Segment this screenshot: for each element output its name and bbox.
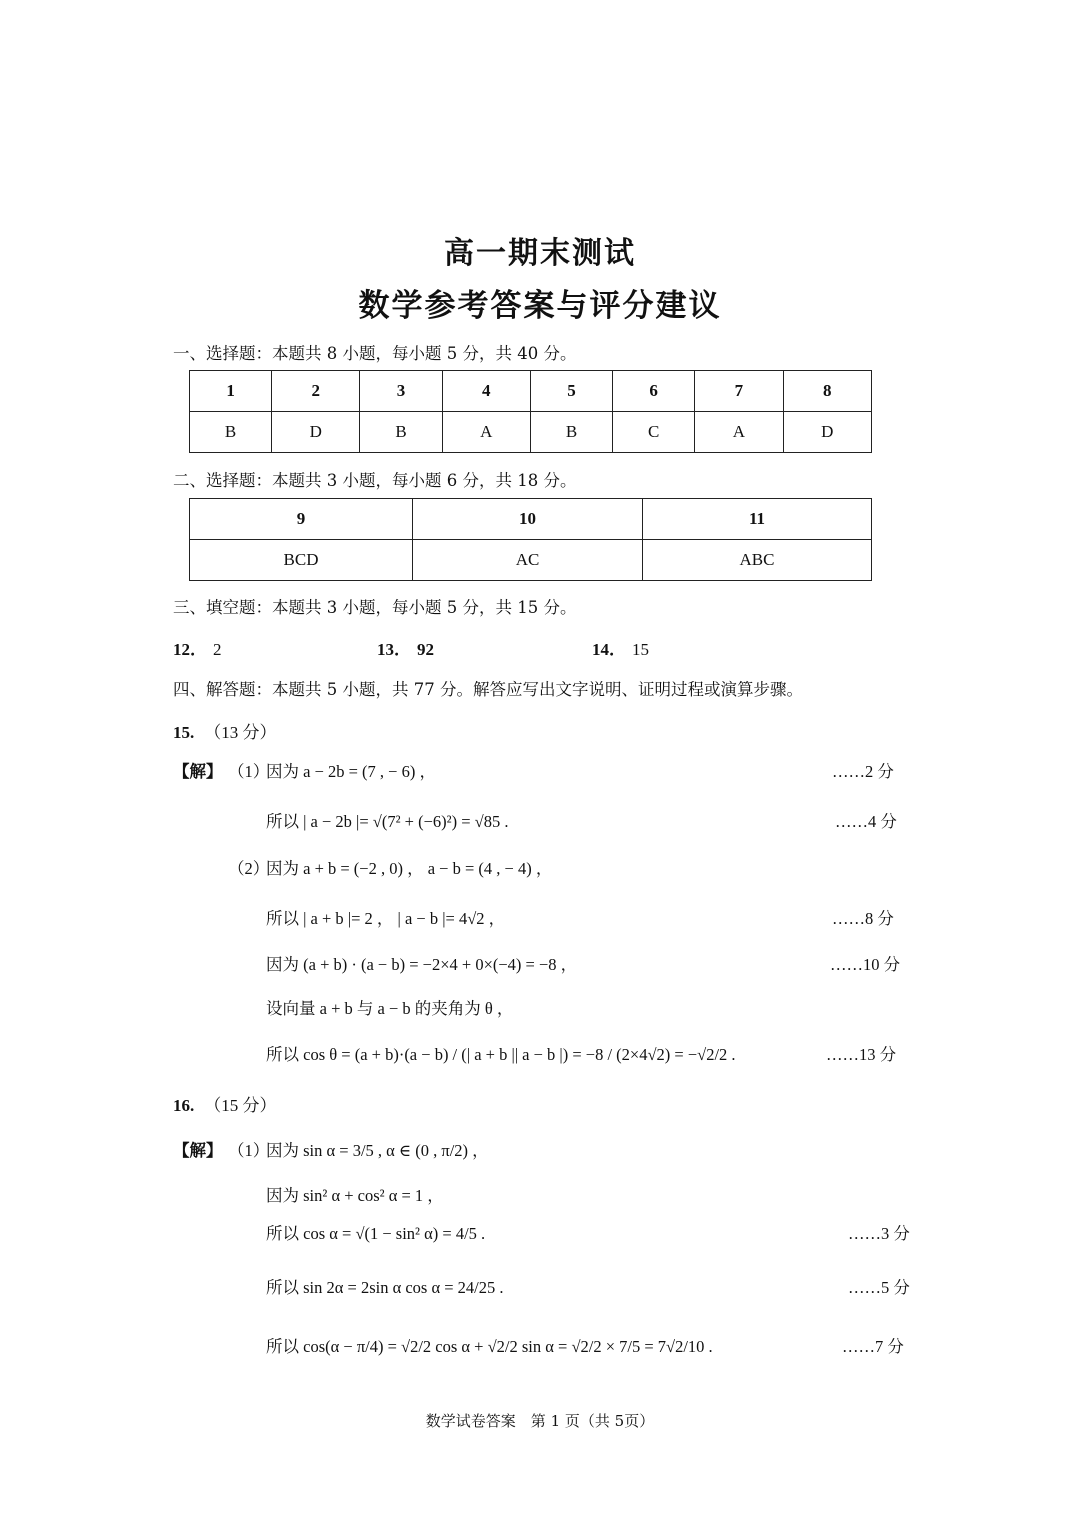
fill-value: 92	[417, 640, 434, 659]
table-cell: B	[360, 412, 442, 453]
solution-line: 所以 cos α = √(1 − sin² α) = 4/5 .	[266, 1224, 486, 1243]
question-15-heading	[173, 718, 277, 743]
solution-line: 因为 sin² α + cos² α = 1 ，	[266, 1186, 444, 1205]
score-note: ……13 分	[826, 1045, 897, 1064]
fill-answer-13	[377, 635, 440, 660]
solution-tag: 【解】	[173, 762, 223, 781]
question-points: （13 分）	[204, 723, 277, 742]
page-footer: 数学试卷答案 第 1 页（共 5页）	[425, 1412, 655, 1430]
answer-table-2	[189, 498, 872, 581]
question-number: 15.	[173, 723, 195, 742]
solution-line: 所以 sin 2α = 2sin α cos α = 24/25 .	[266, 1278, 504, 1297]
page-title: 高一期末测试	[444, 236, 636, 271]
table-cell: 10	[413, 499, 643, 540]
score-note: ……3 分	[848, 1224, 910, 1243]
section-1-heading: 一、选择题：本题共 8 小题，每小题 5 分，共 40 分。	[173, 344, 577, 363]
score-note: ……10 分	[830, 955, 901, 974]
question-points: （15 分）	[204, 1096, 277, 1115]
table-cell: 6	[613, 371, 695, 412]
fill-number: 14．	[592, 640, 626, 659]
table-cell: A	[695, 412, 783, 453]
score-note: ……7 分	[842, 1337, 904, 1356]
solution-line: 所以 | a + b |= 2 ， | a − b |= 4√2 ，	[266, 909, 506, 928]
table-cell: D	[272, 412, 360, 453]
table-cell: 2	[272, 371, 360, 412]
fill-number: 12．	[173, 640, 207, 659]
solution-line: 所以 cos θ = (a + b)·(a − b) / (| a + b || a − b |) = −8 / (2×4√2) = −√2/2 .	[266, 1045, 736, 1064]
table-cell: C	[613, 412, 695, 453]
fill-answer-14	[592, 635, 649, 660]
table-row	[190, 540, 872, 581]
table-row	[190, 371, 872, 412]
solution-line: 因为 (a + b) · (a − b) = −2×4 + 0×(−4) = −8 ，	[266, 955, 578, 974]
table-cell: 9	[190, 499, 413, 540]
solution-line: 所以 | a − 2b |= √(7² + (−6)²) = √85 .	[266, 812, 509, 831]
table-cell: 1	[190, 371, 272, 412]
question-16-heading	[173, 1091, 277, 1116]
section-2-heading: 二、选择题：本题共 3 小题，每小题 6 分，共 18 分。	[173, 471, 577, 490]
table-cell: 3	[360, 371, 442, 412]
solution-line: 设向量 a + b 与 a − b 的夹角为 θ ，	[266, 999, 514, 1018]
section-4-heading: 四、解答题：本题共 5 小题，共 77 分。解答应写出文字说明、证明过程或演算步骤。	[173, 680, 803, 699]
section-3-heading: 三、填空题：本题共 3 小题，每小题 5 分，共 15 分。	[173, 598, 577, 617]
fill-value: 15	[632, 640, 649, 659]
fill-answer-12	[173, 635, 222, 660]
part-label: （2）	[228, 859, 270, 878]
table-cell: A	[442, 412, 530, 453]
score-note: ……2 分	[832, 762, 894, 781]
table-cell: B	[190, 412, 272, 453]
score-note: ……4 分	[835, 812, 897, 831]
table-cell: 8	[783, 371, 871, 412]
page-subtitle: 数学参考答案与评分建议	[358, 288, 722, 324]
table-row	[190, 499, 872, 540]
table-cell: B	[530, 412, 612, 453]
table-cell: AC	[413, 540, 643, 581]
part-label: （1）	[228, 762, 270, 781]
solution-line: 因为 a + b = (−2 , 0) ， a − b = (4 , − 4) ，	[266, 859, 553, 878]
fill-number: 13．	[377, 640, 411, 659]
answer-table-1	[189, 370, 872, 453]
table-row	[190, 412, 872, 453]
table-cell: D	[783, 412, 871, 453]
score-note: ……8 分	[832, 909, 894, 928]
solution-line: 因为 a − 2b = (7 , − 6) ，	[266, 762, 436, 781]
table-cell: ABC	[643, 540, 872, 581]
table-cell: 7	[695, 371, 783, 412]
table-cell: 5	[530, 371, 612, 412]
part-label: （1）	[228, 1141, 270, 1160]
table-cell: 4	[442, 371, 530, 412]
solution-tag: 【解】	[173, 1141, 223, 1160]
question-number: 16.	[173, 1096, 195, 1115]
table-cell: BCD	[190, 540, 413, 581]
table-cell: 11	[643, 499, 872, 540]
solution-line: 所以 cos(α − π/4) = √2/2 cos α + √2/2 sin α = √2/2 × 7/5 = 7√2/10 .	[266, 1337, 713, 1356]
solution-line: 因为 sin α = 3/5 , α ∈ (0 , π/2) ，	[266, 1141, 489, 1160]
score-note: ……5 分	[848, 1278, 910, 1297]
fill-value: 2	[213, 640, 222, 659]
